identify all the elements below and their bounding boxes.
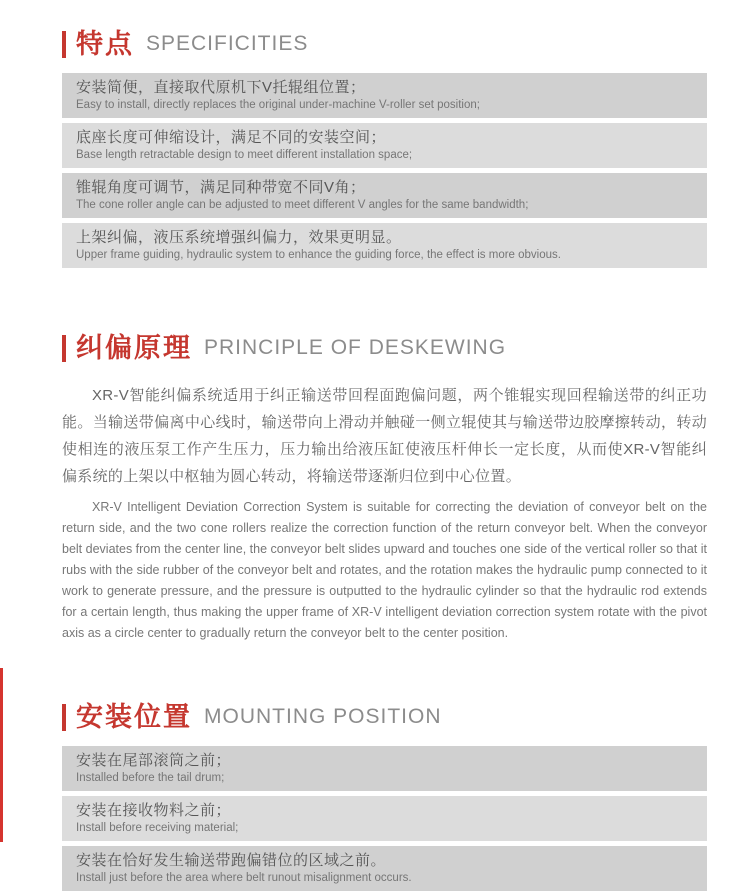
principle-paragraph-en: XR-V Intelligent Deviation Correction System is suitable for correcting the deviation of conveyor belt on the return side, and the two cone rollers realize the correction function of the return conveyor belt. When the conveyor belt deviates from the center line, the conveyor belt slides upward and touches one side of the vertical roller so that it rubs with the side rubber of the conveyor belt and rotates, and the rotation makes the hydraulic pump connected to it work to generate pressure, and the pressure is outputted to the hydraulic cylinder so that the hydraulic rod extends for a certain length, thus making the upper frame of XR-V intelligent deviation correction system rotate with the pivot axis as a circle center to gradually return the conveyor belt to the center position. (62, 500, 707, 640)
feature-text-cn: 底座长度可伸缩设计，满足不同的安装空间； (76, 129, 387, 146)
mounting-item (62, 746, 707, 791)
section-specificities (62, 28, 707, 268)
mounting-text-en: Install just before the area where belt runout misalignment occurs. (76, 872, 412, 884)
feature-item (62, 123, 707, 168)
red-accent-bar (62, 704, 66, 731)
feature-text-en: Base length retractable design to meet different installation space; (76, 149, 413, 161)
feature-text-en: The cone roller angle can be adjusted to meet different V angles for the same bandwidth; (76, 199, 529, 211)
mounting-title-en: MOUNTING POSITION (204, 705, 442, 728)
specificities-title-cn: 特点 (76, 29, 134, 59)
red-accent-bar (62, 335, 66, 362)
specificities-header (62, 28, 707, 60)
mounting-text-cn: 安装在恰好发生输送带跑偏错位的区域之前。 (76, 852, 387, 869)
mounting-item (62, 796, 707, 841)
page-edge-accent-bar (0, 668, 3, 842)
feature-text-cn: 安装简便，直接取代原机下V托辊组位置； (76, 79, 366, 96)
principle-title-en: PRINCIPLE OF DESKEWING (204, 336, 507, 359)
mounting-header (62, 701, 707, 733)
feature-item (62, 223, 707, 268)
feature-text-cn: 上架纠偏，液压系统增强纠偏力，效果更明显。 (76, 229, 402, 246)
feature-text-en: Easy to install, directly replaces the original under-machine V-roller set position; (76, 99, 480, 111)
feature-text-cn: 锥辊角度可调节，满足同种带宽不同V角； (76, 179, 366, 196)
mounting-item (62, 846, 707, 891)
section-mounting (62, 701, 707, 891)
mounting-text-en: Install before receiving material; (76, 822, 239, 834)
feature-item (62, 173, 707, 218)
specificities-title-en: SPECIFICITIES (146, 32, 309, 55)
principle-header (62, 332, 707, 364)
mounting-title-cn: 安装位置 (76, 702, 192, 732)
feature-text-en: Upper frame guiding, hydraulic system to enhance the guiding force, the effect is more obvious. (76, 249, 561, 261)
principle-paragraph-cn: XR-V智能纠偏系统适用于纠正输送带回程面跑偏问题，两个锥辊实现回程输送带的纠正功能。当输送带偏离中心线时，输送带向上滑动并触碰一侧立辊使其与输送带边胶摩擦转动，转动使相连的液压泵工作产生压力，压力输出给液压缸使液压杆伸长一定长度，从而使XR-V智能纠偏系统的上架以中枢轴为圆心转动，将输送带逐渐归位到中心位置。 (62, 387, 707, 485)
principle-title-cn: 纠偏原理 (76, 333, 192, 363)
feature-item (62, 73, 707, 118)
red-accent-bar (62, 31, 66, 58)
specificities-list (62, 73, 707, 268)
mounting-list (62, 746, 707, 891)
mounting-text-cn: 安装在尾部滚筒之前； (76, 752, 232, 769)
mounting-text-en: Installed before the tail drum; (76, 772, 225, 784)
section-principle (62, 332, 707, 644)
mounting-text-cn: 安装在接收物料之前； (76, 802, 232, 819)
